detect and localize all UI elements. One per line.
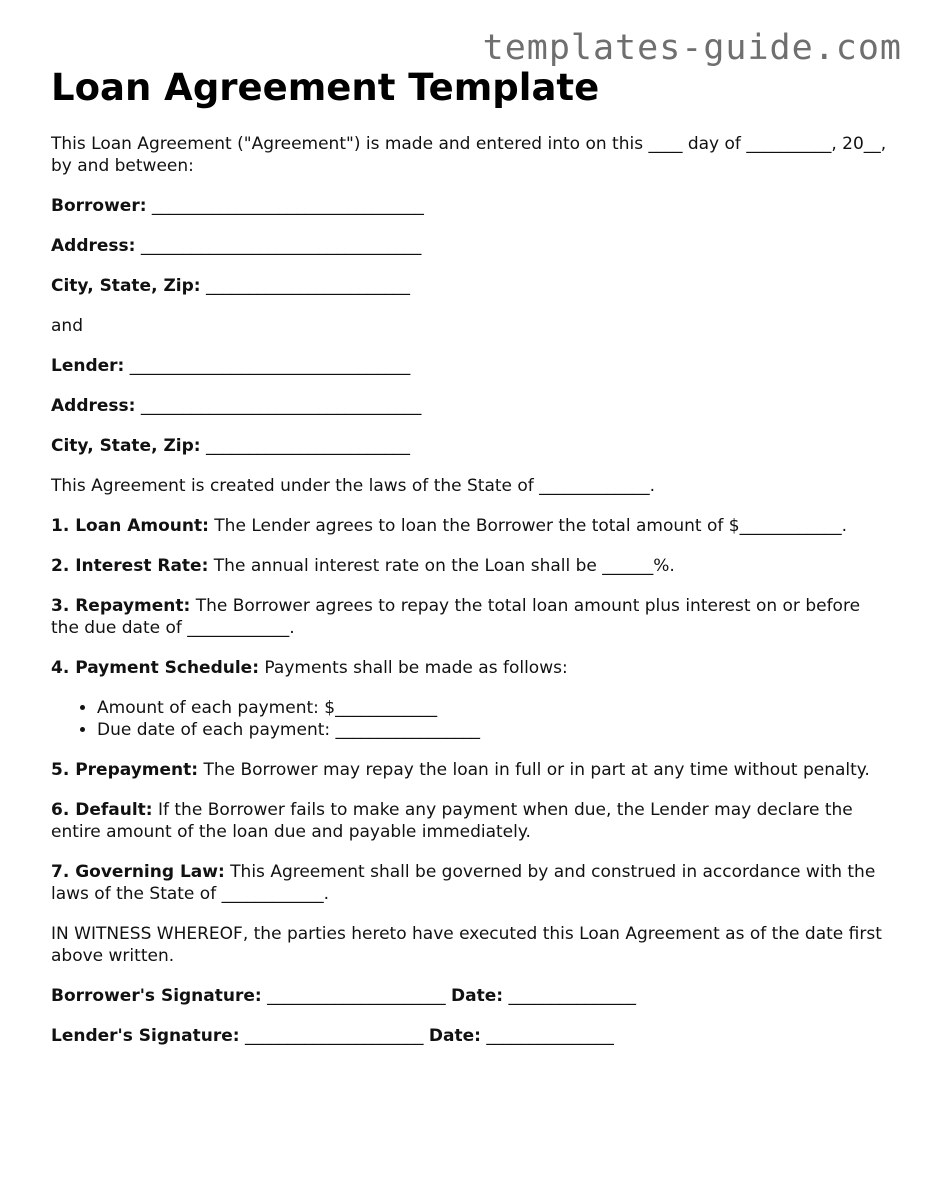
section-label: 1. Loan Amount: [51,516,209,536]
section-text: The Borrower agrees to repay the total loan amount plus interest on or before the due date of ____________. [51,596,861,638]
date-blank: _______________ [508,986,636,1006]
section-text: This Agreement shall be governed by and construed in accordance with the laws of the State of ____________. [51,862,876,904]
lender-csz-blank: ________________________ [205,436,410,456]
section-default [51,799,891,843]
date-label: Date: [428,1026,481,1046]
borrower-name-line [51,195,891,217]
lender-signature-blank: _____________________ [244,1026,424,1046]
list-item: • Due date of each payment: _________________ [97,719,891,741]
borrower-address-line [51,235,891,257]
section-text: The annual interest rate on the Loan shall be ______%. [213,556,675,576]
section-label: 6. Default: [51,800,153,820]
section-repayment [51,595,891,639]
lender-signature-line [51,1025,891,1047]
section-payment-schedule [51,657,891,679]
section-label: 7. Governing Law: [51,862,225,882]
borrower-signature-blank: _____________________ [267,986,446,1006]
section-prepayment [51,759,891,781]
section-text: If the Borrower fails to make any payment when due, the Lender may declare the entire amount of the loan due and payable immediately. [51,800,853,842]
section-text: The Borrower may repay the loan in full or in part at any time without penalty. [203,760,870,780]
borrower-csz-blank: ________________________ [205,276,410,296]
lender-name-blank: _________________________________ [129,356,411,376]
borrower-signature-line [51,985,891,1007]
section-text: Payments shall be made as follows: [264,658,568,678]
lender-signature-label: Lender's Signature: [51,1026,240,1046]
section-label: 3. Repayment: [51,596,191,616]
borrower-csz-line [51,275,891,297]
borrower-csz-label: City, State, Zip: [51,276,201,296]
borrower-address-label: Address: [51,236,136,256]
list-item: • Amount of each payment: $____________ [97,697,891,719]
section-label: 5. Prepayment: [51,760,199,780]
intro-paragraph: This Loan Agreement ("Agreement") is made and entered into on this ____ day of __________, 20__, by and between: [51,134,887,176]
lender-address-line [51,395,891,417]
borrower-name-label: Borrower: [51,196,147,216]
watermark: templates-guide.com [482,28,902,68]
section-label: 2. Interest Rate: [51,556,209,576]
lender-address-blank: _________________________________ [140,396,422,416]
document-body [51,133,891,1047]
section-label: 4. Payment Schedule: [51,658,260,678]
document-page [51,66,891,1065]
lender-csz-line [51,435,891,457]
borrower-address-blank: _________________________________ [140,236,422,256]
lender-csz-label: City, State, Zip: [51,436,201,456]
lender-address-label: Address: [51,396,136,416]
document-title: Loan Agreement Template [51,66,600,109]
borrower-signature-label: Borrower's Signature: [51,986,262,1006]
date-label: Date: [451,986,504,1006]
laws-paragraph: This Agreement is created under the laws of the State of _____________. [51,476,656,496]
section-governing-law [51,861,891,905]
lender-name-line [51,355,891,377]
witness-paragraph: IN WITNESS WHEREOF, the parties hereto have executed this Loan Agreement as of the date first above written. [51,924,882,966]
and-text: and [51,316,83,336]
section-loan-amount [51,515,891,537]
payment-schedule-list [51,697,891,741]
lender-name-label: Lender: [51,356,125,376]
section-interest-rate [51,555,891,577]
borrower-name-blank: ________________________________ [151,196,424,216]
section-text: The Lender agrees to loan the Borrower the total amount of $____________. [214,516,847,536]
date-blank: _______________ [486,1026,614,1046]
